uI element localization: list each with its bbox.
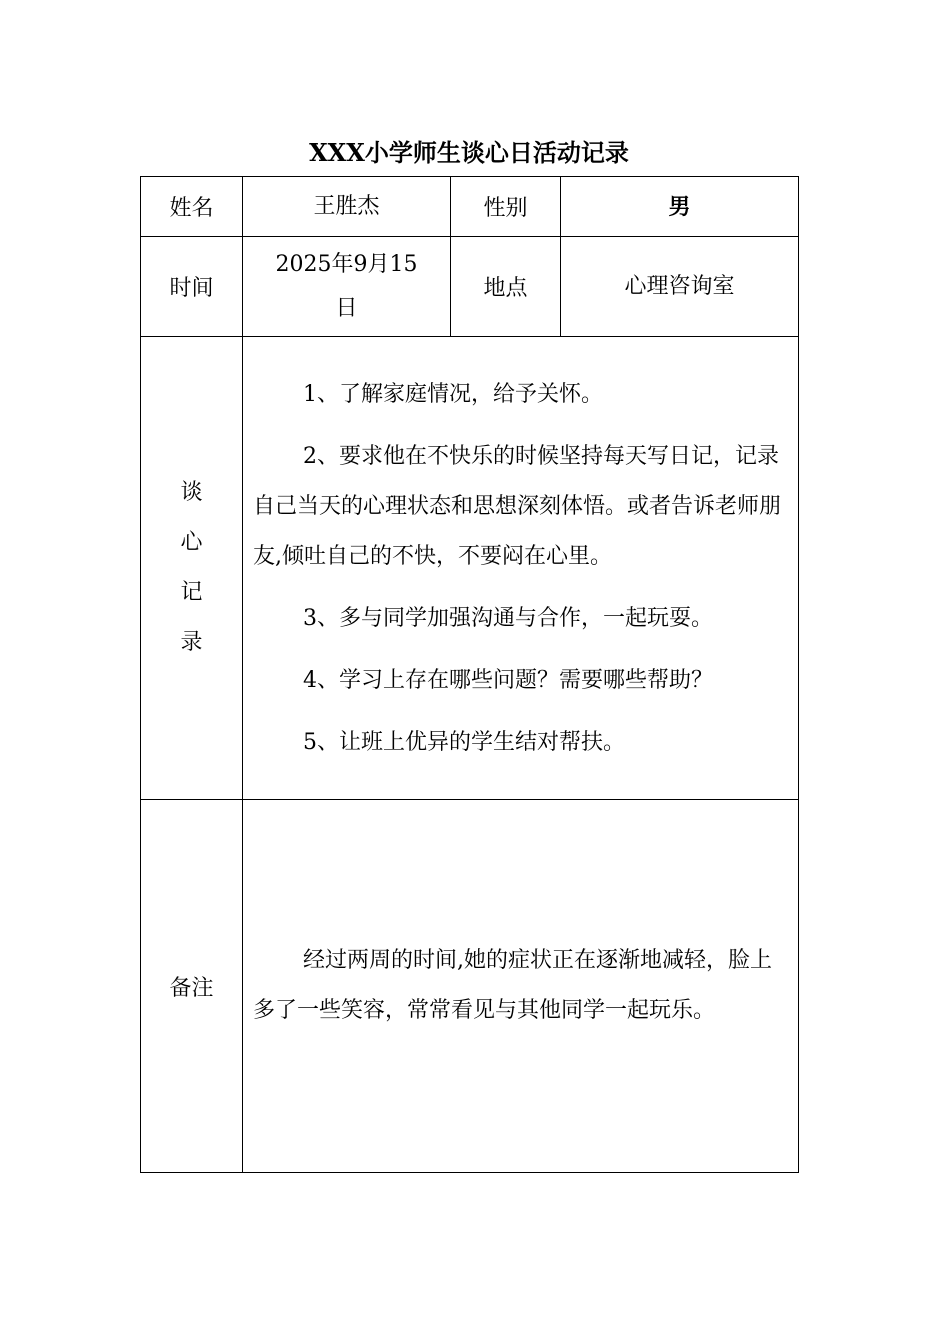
time-label: 时间 [141,237,243,337]
name-value: 王胜杰 [243,177,451,237]
place-label: 地点 [451,237,561,337]
talk-label-char: 谈 [180,480,203,505]
table-row-name [141,177,799,237]
record-table [140,176,799,1173]
talk-item: 5、让班上优异的学生结对帮扶。 [303,730,625,755]
note-text: 经过两周的时间,她的症状正在逐渐地减轻，脸上多了一些笑容，常常看见与其他同学一起玩乐。 [253,948,772,1023]
table-row-time [141,237,799,337]
place-value: 心理咨询室 [561,237,799,337]
time-value-line1: 2025年9月15 [275,251,418,277]
gender-label: 性别 [451,177,561,237]
talk-item: 2、要求他在不快乐的时候坚持每天写日记，记录自己当天的心理状态和思想深刻体悟。或者告诉老师朋友,倾吐自己的不快，不要闷在心里。 [253,444,782,569]
time-value-line2: 日 [335,295,358,321]
talk-item: 4、学习上存在哪些问题？需要哪些帮助？ [303,668,713,693]
gender-value: 男 [561,177,799,237]
talk-record-content [243,337,799,800]
talk-item: 3、多与同学加强沟通与合作，一起玩耍。 [303,606,713,631]
talk-label-char: 记 [180,580,203,605]
note-content [243,800,799,1173]
talk-item: 1、了解家庭情况，给予关怀。 [303,382,603,407]
talk-label-char: 心 [180,530,203,555]
table-row-talk [141,337,799,800]
note-label: 备注 [141,800,243,1173]
talk-label-char: 录 [180,630,203,655]
name-label: 姓名 [141,177,243,237]
page-title: XXX小学师生谈心日活动记录 [309,138,629,167]
talk-record-label [141,337,243,800]
table-row-note [141,800,799,1173]
time-value [243,237,451,337]
